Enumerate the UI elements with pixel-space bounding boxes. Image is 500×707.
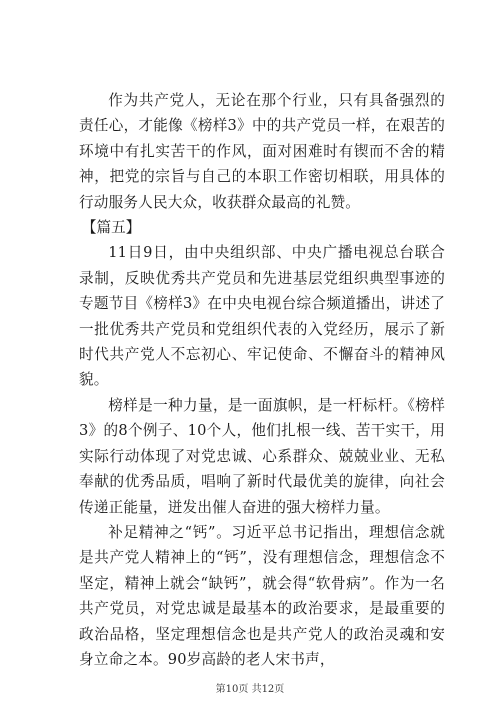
paragraph-4: 补足精神之“钙”。习近平总书记指出，理想信念就是共产党人精神上的“钙”，没有理想信念，理想信念不坚定，精神上就会“缺钙”，就会得“软骨病”。作为一名共产党员，对党忠诚是最基本的政治要求，是最重要的政治品格，坚定理想信念也是共产党人的政治灵魂和安身立命之本。90岁高龄的老人宋书声， [79,523,445,668]
section-heading: 【篇五】 [81,219,141,237]
page-footer: 第10页 共12页 [215,684,285,695]
document-body [79,88,445,672]
paragraph-1: 作为共产党人，无论在那个行业，只有具备强烈的责任心，才能像《榜样3》中的共产党员一样，在艰苦的环境中有扎实苦干的作风，面对困难时有锲而不舍的精神，把党的宗旨与自己的本职工作密切相联，用具体的行动服务人民大众，收获群众最高的礼赞。 [79,92,445,211]
paragraph-2: 11日9日，由中央组织部、中央广播电视总台联合录制，反映优秀共产党员和先进基层党组织典型事迹的专题节目《榜样3》在中央电视台综合频道播出，讲述了一批优秀共产党员和党组织代表的入党经历，展示了新时代共产党人不忘初心、牢记使命、不懈奋斗的精神风貌。 [79,244,445,389]
paragraph-3: 榜样是一种力量，是一面旗帜，是一杆标杆。《榜样3》的8个例子、10个人，他们扎根一线、苦干实干，用实际行动体现了对党忠诚、心系群众、兢兢业业、无私奉献的优秀品质，唱响了新时代最优美的旋律，向社会传递正能量，迸发出催人奋进的强大榜样力量。 [79,396,445,516]
